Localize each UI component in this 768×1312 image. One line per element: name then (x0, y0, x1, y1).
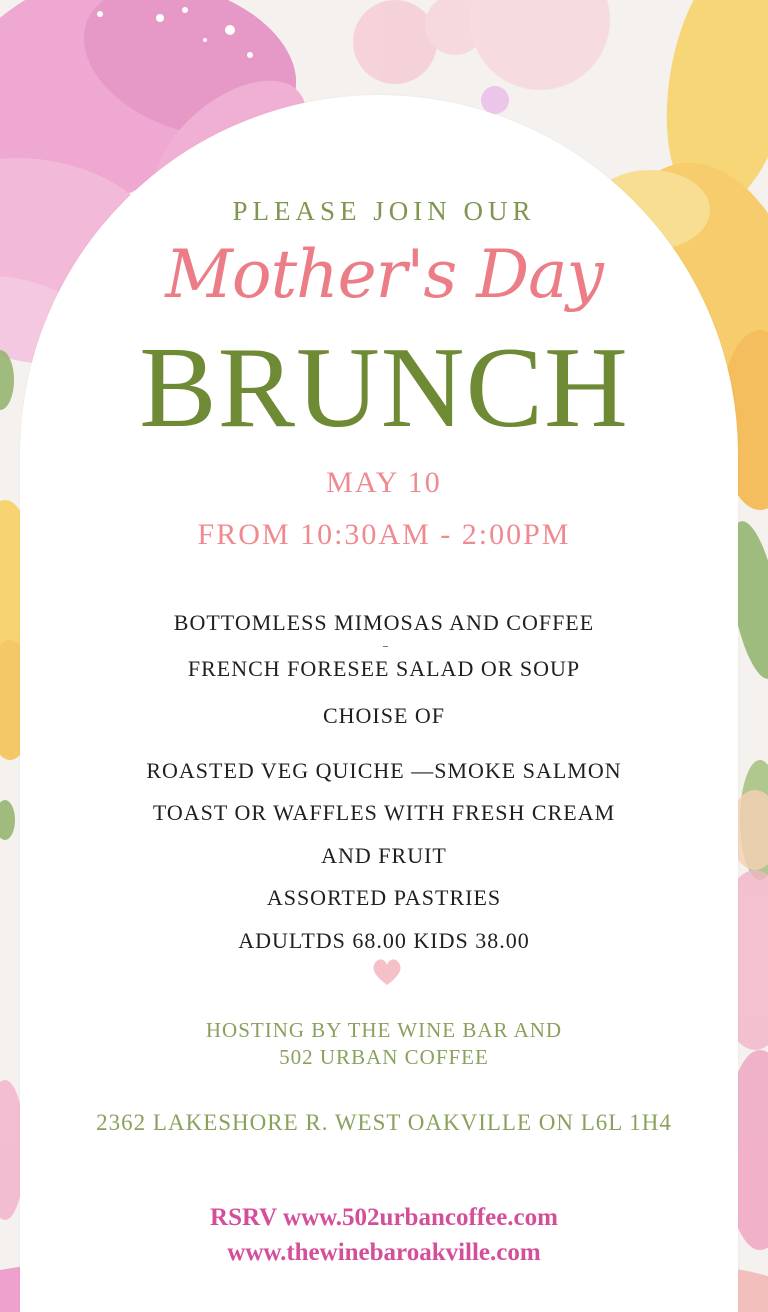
rsvp-link-wine-bar[interactable]: www.thewinebaroakville.com (227, 1239, 541, 1266)
menu-item: FRENCH FORESEE SALAD OR SOUP (187, 656, 581, 681)
occasion-title: Mother's Day (165, 236, 603, 313)
event-title: BRUNCH (139, 324, 629, 452)
host-line: 502 URBAN COFFEE (279, 1045, 489, 1069)
event-date: MAY 10 (326, 466, 442, 499)
menu-item: ROASTED VEG QUICHE —SMOKE SALMON (146, 758, 622, 783)
price-line: ADULTDS 68.00 KIDS 38.00 (238, 928, 530, 953)
menu-item: BOTTOMLESS MIMOSAS AND COFFEE (173, 610, 595, 635)
intro-text: PLEASE JOIN OUR (232, 196, 536, 226)
heart-icon (371, 957, 403, 987)
menu-item: TOAST OR WAFFLES WITH FRESH CREAM (152, 800, 616, 825)
menu-item: CHOISE OF (322, 703, 446, 728)
event-time: FROM 10:30AM - 2:00PM (197, 518, 571, 551)
menu-item: ASSORTED PASTRIES (266, 885, 502, 910)
host-line: HOSTING BY THE WINE BAR AND (205, 1018, 563, 1042)
divider (383, 646, 388, 647)
rsvp-link-urban-coffee[interactable]: RSRV www.502urbancoffee.com (210, 1204, 558, 1231)
menu-item: AND FRUIT (321, 843, 447, 868)
address: 2362 LAKESHORE R. WEST OAKVILLE ON L6L 1H4 (96, 1110, 672, 1135)
